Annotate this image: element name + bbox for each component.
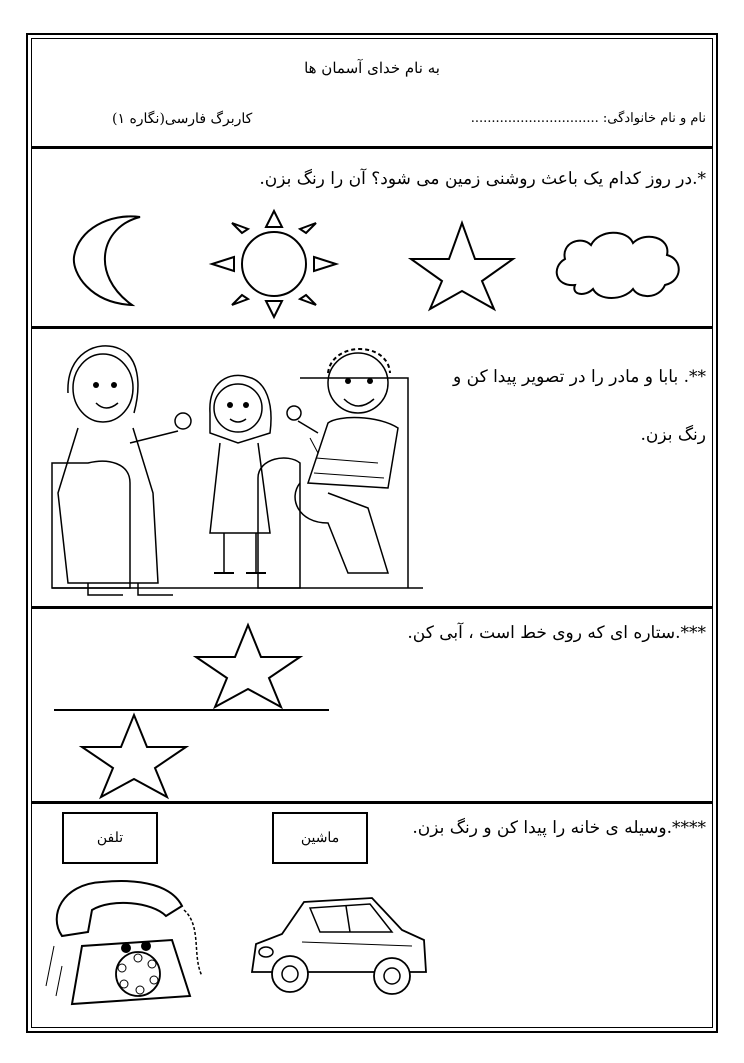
phone-label-box: تلفن <box>62 812 158 864</box>
name-field-label: نام و نام خانوادگی: ............................... <box>470 111 706 126</box>
cloud-icon[interactable] <box>547 227 687 302</box>
telephone-illustration[interactable] <box>42 876 207 1011</box>
star-on-line-icon[interactable] <box>192 623 304 709</box>
question-2-line-2: رنگ بزن. <box>640 425 706 445</box>
question-1-section <box>32 149 712 329</box>
question-4-text: ****.وسیله ی خانه را پیدا کن و رنگ بزن. <box>412 818 706 838</box>
header-section <box>32 39 712 149</box>
worksheet-label: کاربرگ فارسی(نگاره ۱) <box>112 111 253 127</box>
sun-icon[interactable] <box>204 209 344 319</box>
baseline-line <box>54 709 329 711</box>
car-label-box: ماشین <box>272 812 368 864</box>
family-illustration[interactable] <box>38 333 428 603</box>
worksheet-page <box>26 33 718 1033</box>
moon-icon[interactable] <box>70 213 150 313</box>
worksheet-inner-border <box>31 38 713 1028</box>
question-2-line-1: **. بابا و مادر را در تصویر پیدا کن و <box>453 367 706 387</box>
question-4-section <box>32 804 712 1033</box>
star-icon[interactable] <box>407 221 517 311</box>
star-below-line-icon[interactable] <box>78 713 190 799</box>
question-3-text: ***.ستاره ای که روی خط است ، آبی کن. <box>407 623 706 643</box>
car-illustration[interactable] <box>242 882 432 1002</box>
page-title: به نام خدای آسمان ها <box>304 59 440 77</box>
question-2-section <box>32 329 712 609</box>
question-1-text: *.در روز کدام یک باعث روشنی زمین می شود؟ آن را رنگ بزن. <box>259 169 706 189</box>
question-3-section <box>32 609 712 804</box>
